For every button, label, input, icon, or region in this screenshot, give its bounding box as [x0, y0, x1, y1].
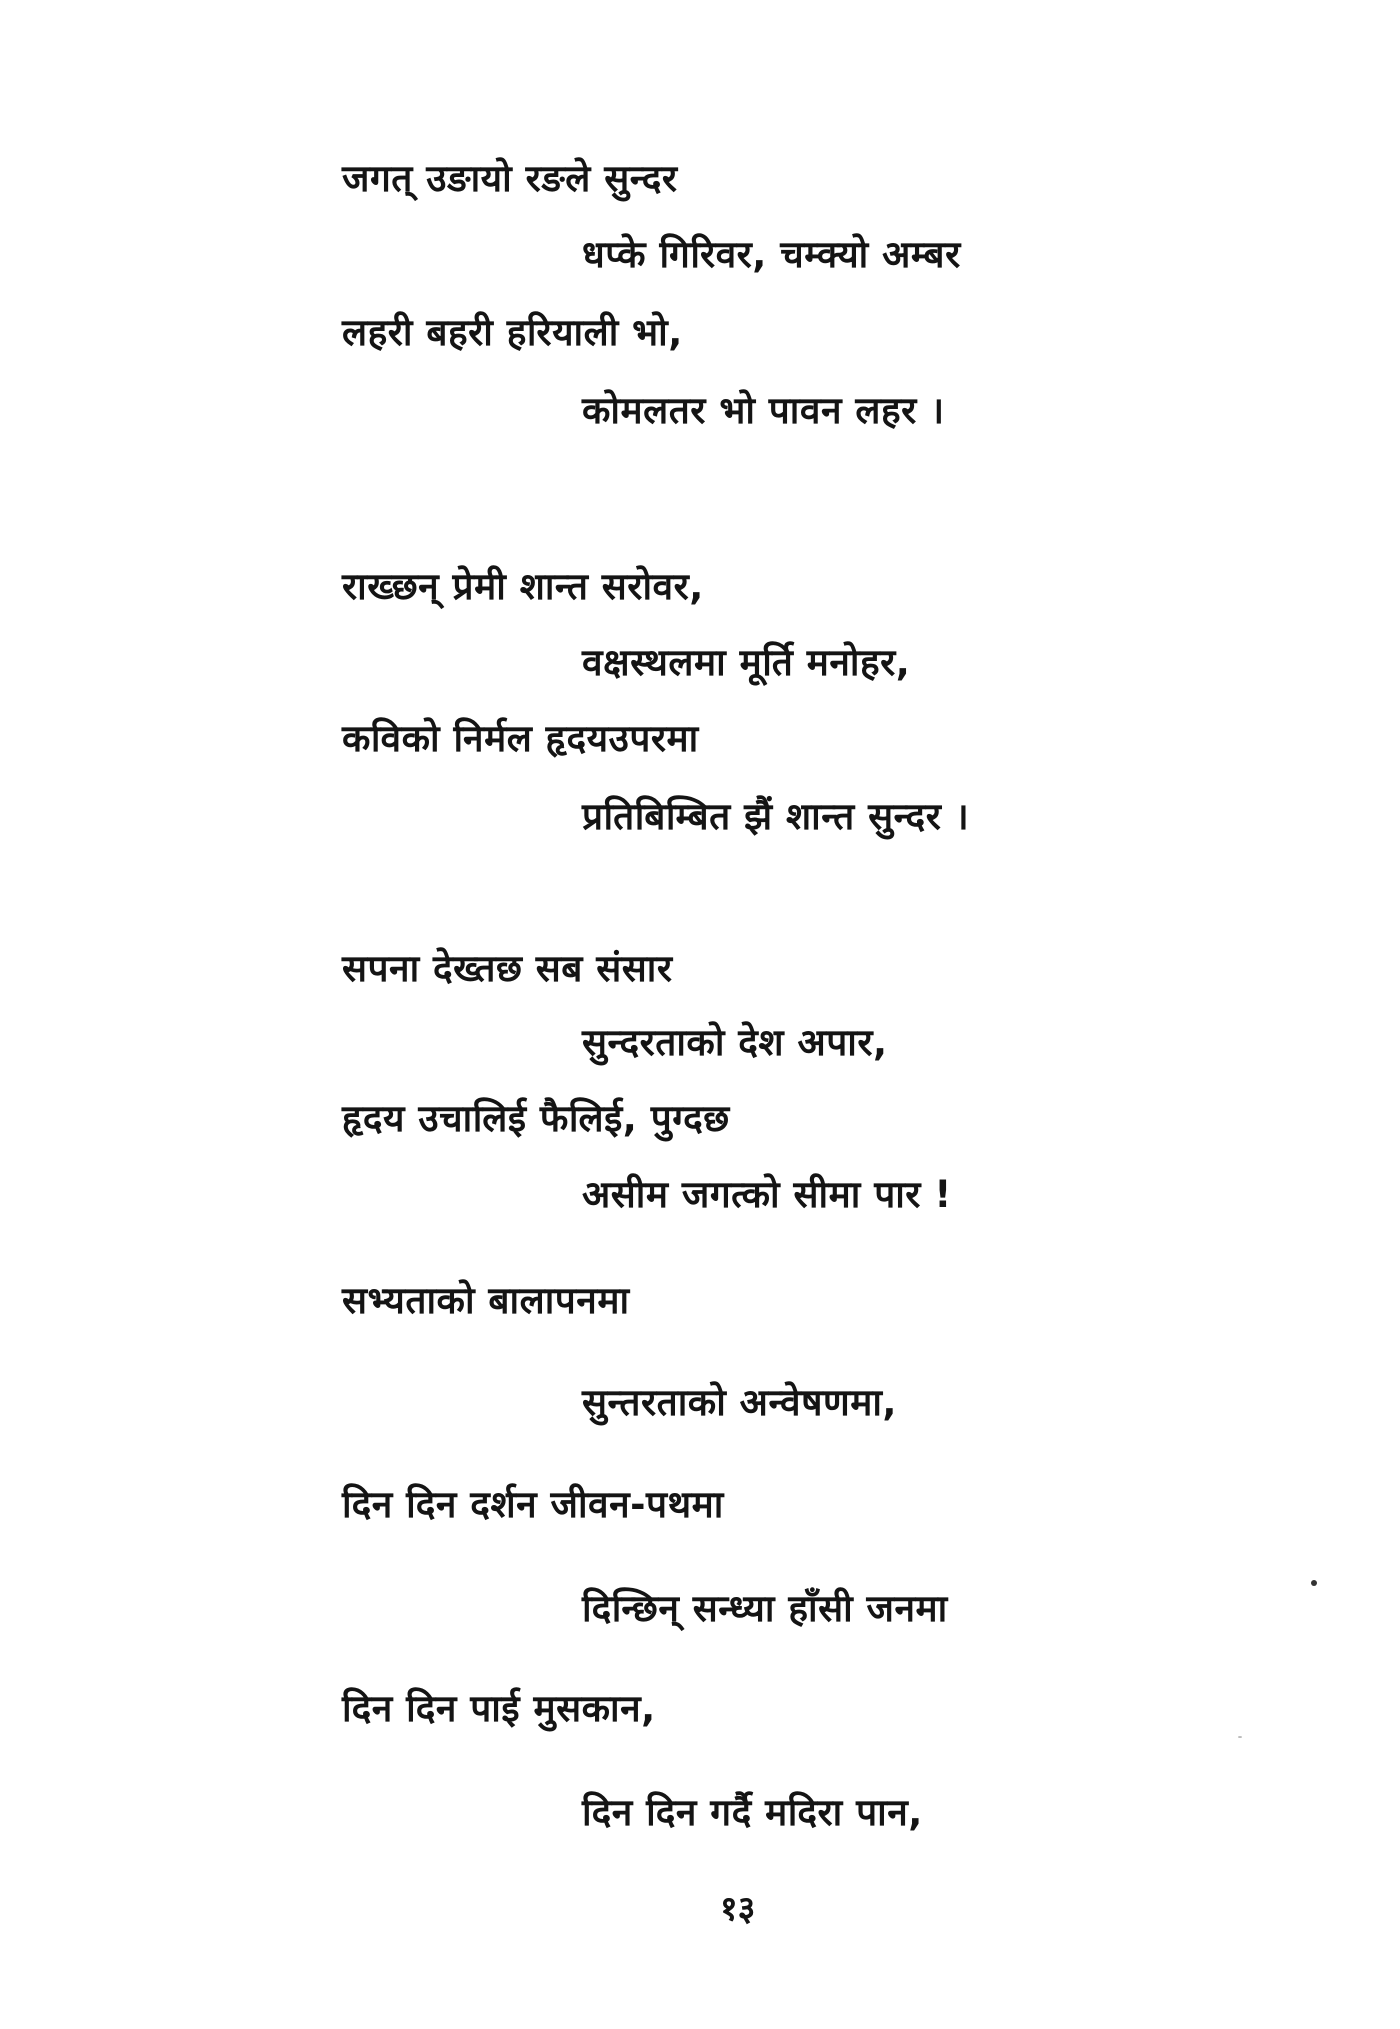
poem-line: जगत् उङायो रङले सुन्दर [342, 157, 678, 200]
poem-line: प्रतिबिम्बित झैं शान्त सुन्दर । [582, 795, 970, 838]
poem-line: सुन्दरताको देश अपार, [582, 1021, 888, 1064]
poem-line: दिन दिन दर्शन जीवन-पथमा [342, 1483, 724, 1526]
poem-line: सुन्तरताको अन्वेषणमा, [582, 1381, 897, 1424]
poem-line: धप्के गिरिवर, चम्क्यो अम्बर [582, 233, 961, 276]
poem-line: सपना देख्तछ सब संसार [342, 947, 673, 990]
poem-line: वक्षस्थलमा मूर्ति मनोहर, [582, 641, 911, 684]
poem-line: दिन दिन पाई मुसकान, [342, 1687, 656, 1730]
scan-speck [1238, 1736, 1242, 1738]
poem-line: असीम जगत्को सीमा पार ! [582, 1173, 952, 1216]
poem-line: दिन दिन गर्दै मदिरा पान, [582, 1791, 923, 1834]
poem-line: सभ्यताको बालापनमा [342, 1279, 630, 1322]
poem-line: राख्छन् प्रेमी शान्त सरोवर, [342, 565, 704, 608]
poem-line: कोमलतर भो पावन लहर । [582, 389, 945, 432]
poem-line: लहरी बहरी हरियाली भो, [342, 311, 683, 354]
poem-line: हृदय उचालिई फैलिई, पुग्दछ [342, 1097, 730, 1140]
poem-line: दिन्छिन् सन्ध्या हाँसी जनमा [582, 1587, 948, 1630]
scan-speck [1311, 1580, 1317, 1586]
page-number: १३ [720, 1889, 756, 1929]
poem-line: कविको निर्मल हृदयउपरमा [342, 717, 699, 760]
